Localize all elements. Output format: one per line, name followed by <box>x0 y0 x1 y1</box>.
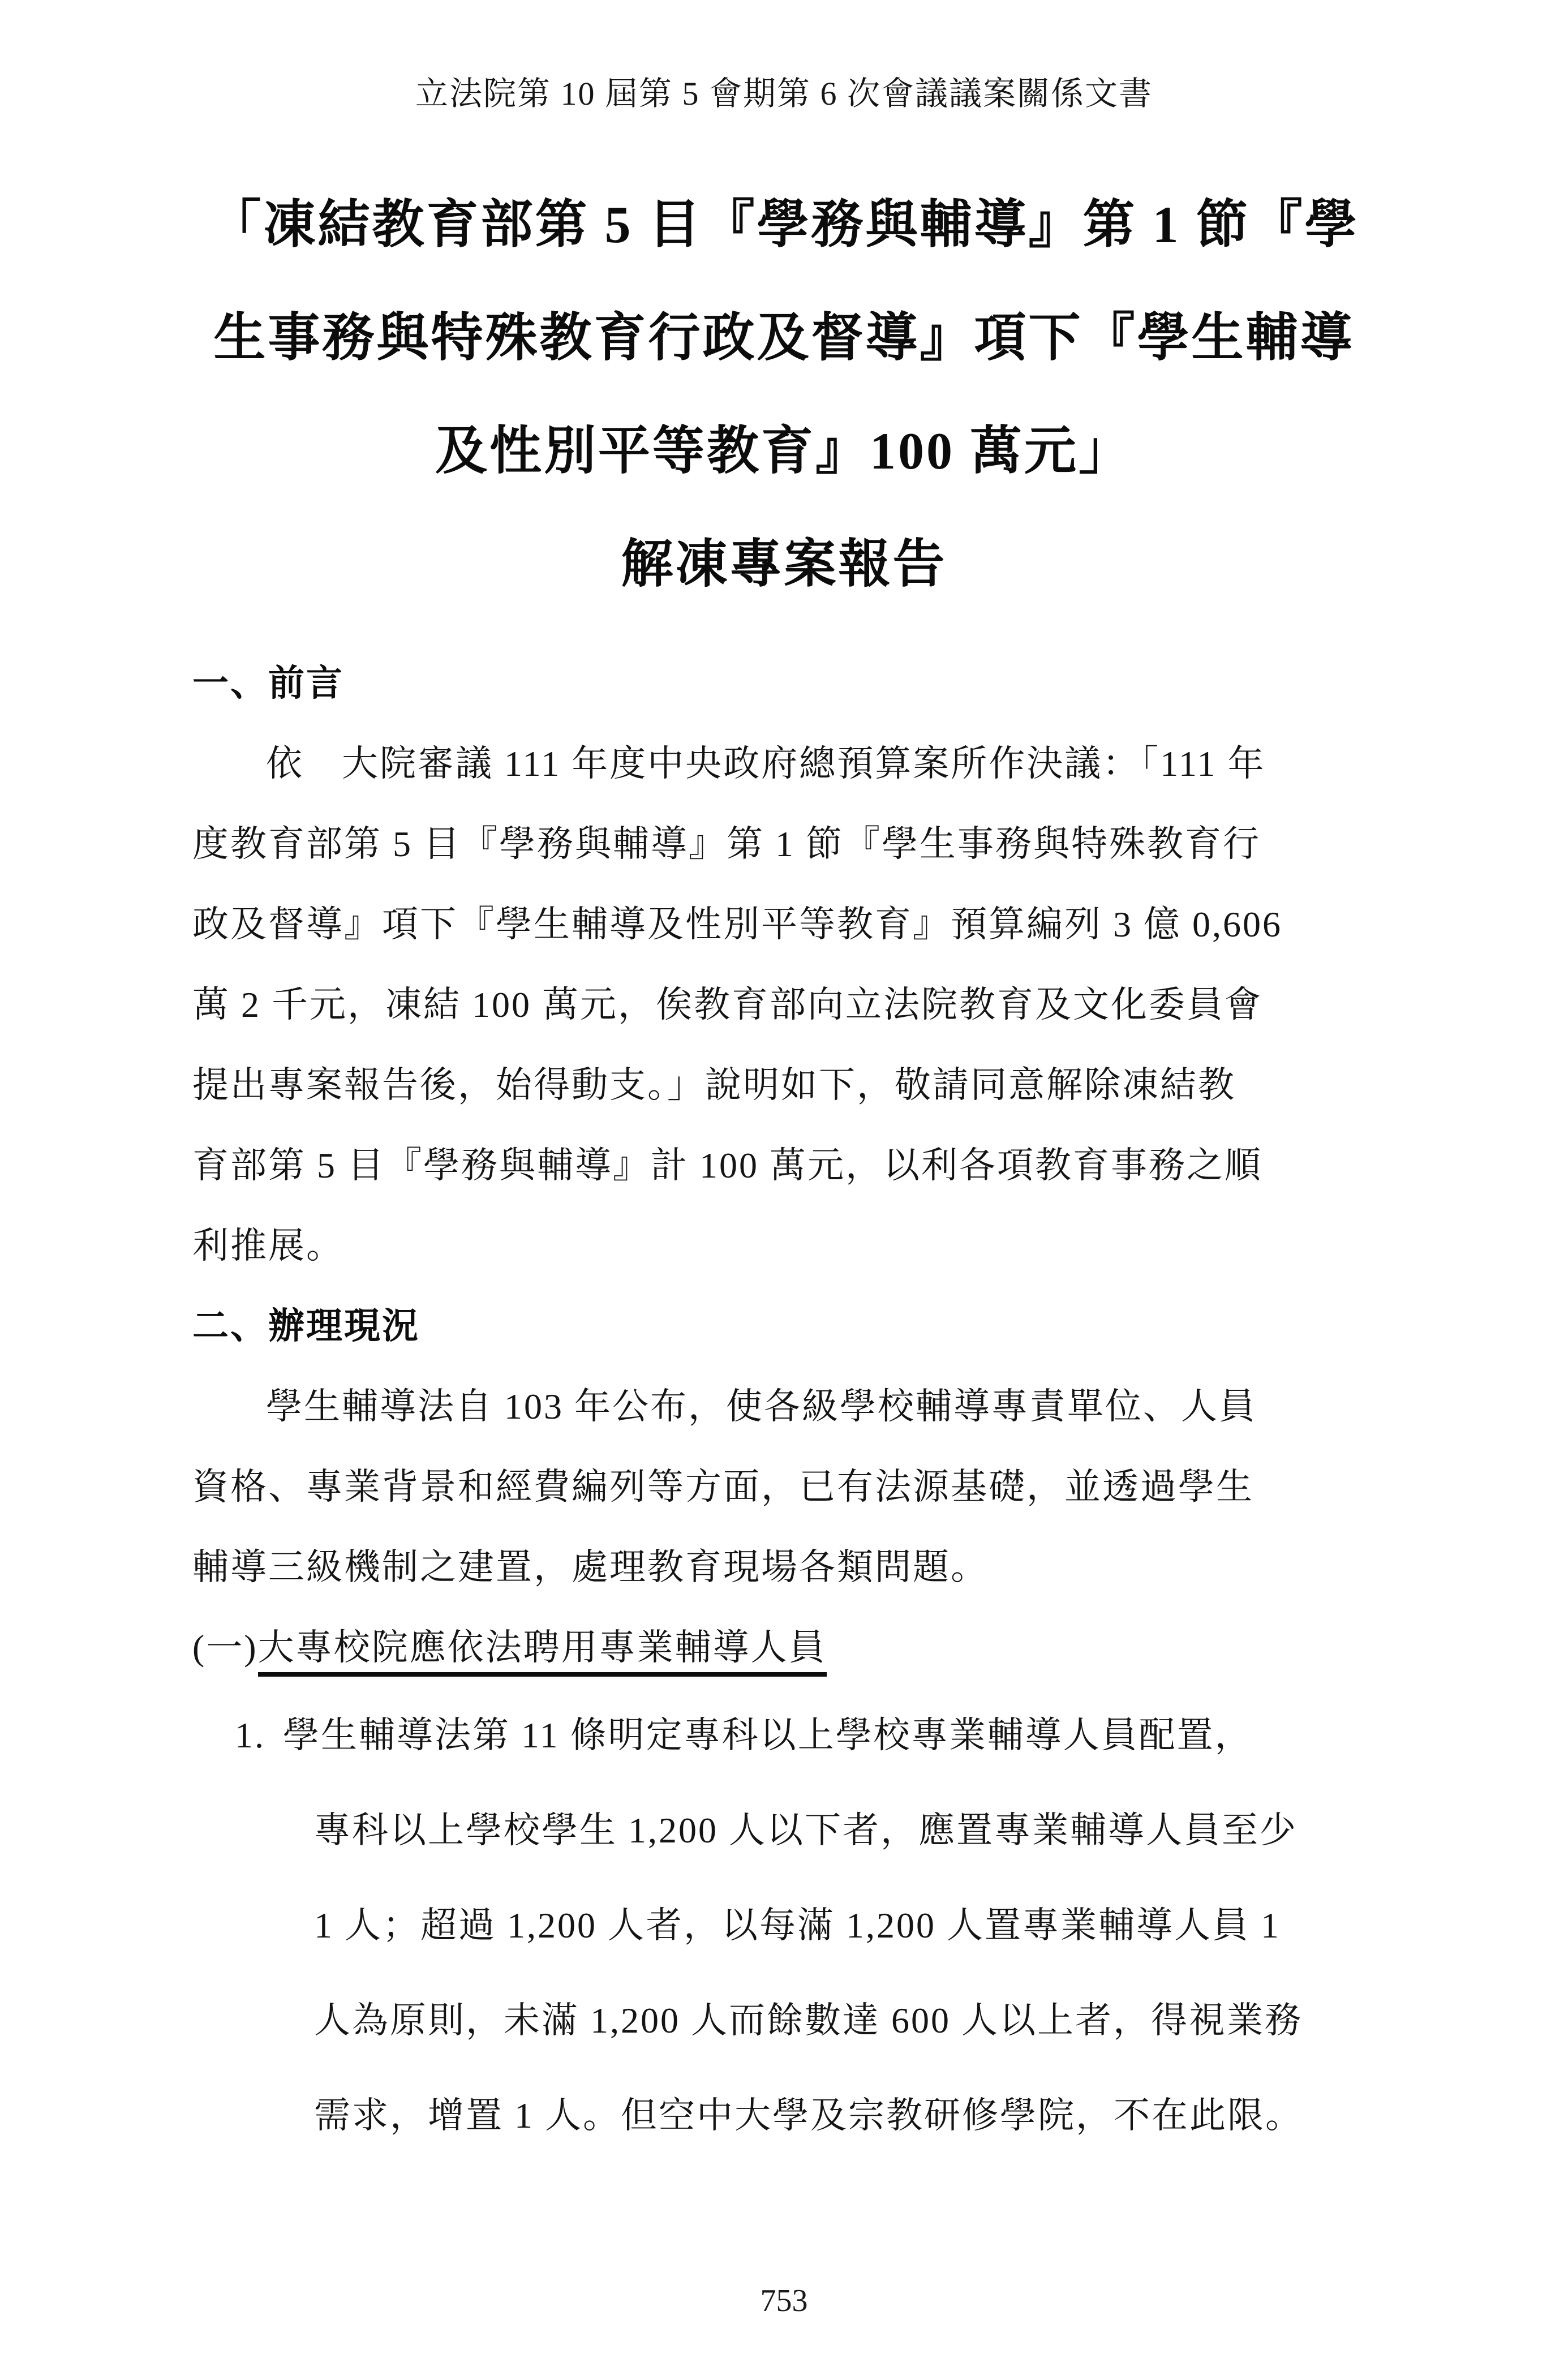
section-heading-intro: 一、前言 <box>192 663 344 703</box>
paragraph-line: 輔導三級機制之建置，處理教育現場各類問題。 <box>192 1547 989 1587</box>
paragraph-line: 萬 2 千元，凍結 100 萬元，俟教育部向立法院教育及文化委員會 <box>192 985 1262 1025</box>
paragraph-line: 資格、專業背景和經費編列等方面，已有法源基礎，並透過學生 <box>192 1467 1254 1507</box>
list-item-line <box>192 1688 1376 1783</box>
document-header: 立法院第 10 屆第 5 會期第 6 次會議議案關係文書 <box>415 75 1153 112</box>
subsection-title: 大專校院應依法聘用專業輔導人員 <box>258 1626 827 1677</box>
title-line-4: 解凍專案報告 <box>621 535 947 593</box>
list-item-line: 需求，增置 1 人。但空中大學及宗教研修學院，不在此限。 <box>314 2095 1303 2136</box>
list-item-line: 人為原則，未滿 1,200 人而餘數達 600 人以上者，得視業務 <box>314 2000 1303 2040</box>
paragraph-line: 政及督導』項下『學生輔導及性別平等教育』預算編列 3 億 0,606 <box>192 904 1282 944</box>
document-title <box>192 168 1376 621</box>
list-item-text: 學生輔導法第 11 條明定專科以上學校專業輔導人員配置， <box>283 1715 1253 1755</box>
subsection-heading <box>192 1608 1376 1688</box>
title-line-1: 「凍結教育部第 5 目『學務與輔導』第 1 節『學 <box>209 196 1359 254</box>
title-line-2: 生事務與特殊教育行政及督導』項下『學生輔導 <box>213 309 1355 367</box>
section-heading-status: 二、辦理現況 <box>192 1306 420 1346</box>
document-body <box>192 643 1376 2163</box>
title-line-3: 及性別平等教育』100 萬元」 <box>435 422 1133 480</box>
paragraph-line: 育部第 5 目『學務與輔導』計 100 萬元，以利各項教育事務之順 <box>192 1145 1262 1185</box>
paragraph-line: 依 大院審議 111 年度中央政府總預算案所作決議：「111 年 <box>266 744 1266 784</box>
paragraph-line: 提出專案報告後，始得動支。」說明如下，敬請同意解除凍結教 <box>192 1065 1236 1105</box>
list-item-line: 1 人；超過 1,200 人者，以每滿 1,200 人置專業輔導人員 1 <box>314 1905 1281 1945</box>
paragraph-line: 度教育部第 5 目『學務與輔導』第 1 節『學生事務與特殊教育行 <box>192 824 1261 864</box>
subsection-prefix: (一) <box>192 1627 258 1668</box>
list-item-line: 專科以上學校學生 1,200 人以下者，應置專業輔導人員至少 <box>314 1810 1298 1850</box>
paragraph-line: 學生輔導法自 103 年公布，使各級學校輔導專責單位、人員 <box>266 1386 1257 1427</box>
paragraph-line: 利推展。 <box>192 1226 344 1266</box>
list-item-number: 1. <box>235 1715 265 1755</box>
page-number: 753 <box>760 2283 808 2318</box>
